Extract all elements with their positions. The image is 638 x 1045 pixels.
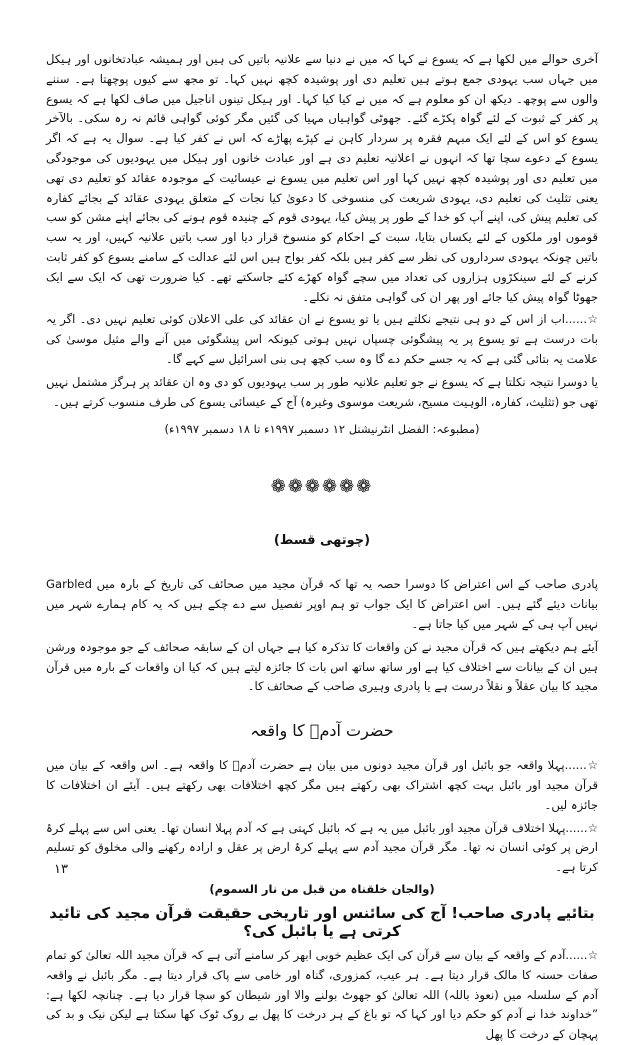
article-body (46, 50, 598, 1045)
ornament-divider: ❁❁❁❁❁❁ (270, 476, 374, 498)
arabic-quote: (والجان خلقناہ من قبل من نار السموم) (209, 881, 435, 896)
installment-title: (چوتھی قسط) (273, 533, 371, 549)
paragraph: ☆......پہلا اختلاف قرآن مجید اور بائبل میں یہ ہے کہ بائبل کہتی ہے کہ آدم پہلا انسان تھا۔ یعنی اس سے پہلے کرۂ ارض پر کوئی انسان نہ تھا۔ مگر قرآن مجید آدم سے پہلے کرۂ ارض پر عقل و ارادہ رکھنے والی مخلوق کو تسلیم کرتا ہے۔ (46, 820, 598, 875)
section-heading: حضرت آدمؑ کا واقعہ (250, 721, 394, 741)
paragraph: آیئے ہم دیکھتے ہیں کہ قرآن مجید نے کن واقعات کا تذکرہ کیا ہے جہاں ان کے سابقہ صحائف کے جو موجودہ ورشن ہیں ان کے بیانات سے اختلاف کیا ہے اور ساتھ ساتھ اس بات کا جائزہ لیتے ہیں کہ کیا ان واقعات کے بارہ میں قرآن مجید کا بیان عقلاً و نقلاً درست ہے یا پادری وہیری صاحب کے صحائف کا۔ (46, 639, 598, 694)
page-number: ۱۳ (54, 862, 68, 877)
paragraph: یا دوسرا نتیجہ نکلتا ہے کہ یسوع نے جو تعلیم علانیہ طور پر سب یہودیوں کو دی وہ ان عقائد پر ہرگز مشتمل نہیں تھی جو (تثلیث، کفارہ، الوہیت مسیح، شریعت موسوی وغیرہ) آج کے عیسائی یسوع کی طرف منسوب کرتے ہیں۔ (46, 374, 598, 409)
paragraph: ☆......پہلا واقعہ جو بائبل اور قرآن مجید دونوں میں بیان ہے حضرت آدمؑ کا واقعہ ہے۔ اس واقعہ کے بیان میں قرآن مجید اور بائبل بہت کچھ اشتراک بھی رکھتے ہیں مگر کچھ اختلافات بھی رکھتے ہیں۔ آیئے ان اختلافات کا جائزہ لیں۔ (46, 758, 598, 812)
paragraph: پادری صاحب کے اس اعتراض کا دوسرا حصہ یہ تھا کہ قرآن مجید میں صحائف کی تاریخ کے بارہ میں Garbled بیانات دیئے گئے ہیں۔ اس اعتراض کا ایک جواب تو ہم اوپر تفصیل سے دے چکے ہیں کہ یہ کام ہمارے شہر میں نہیں آپ ہی کے شہر میں کیا جاتا ہے۔ (46, 577, 598, 631)
paragraph: ☆......اب از اس کے دو ہی نتیجے نکلتے ہیں یا تو یسوع نے ان عقائد کی علی الاعلان کوئی تعلیم نہیں دی۔ اگر یہ بات درست ہے تو یسوع پر یہ پیشگوئی چسپاں نہیں ہوتی کیونکہ اس پیشگوئی میں آنے والے مثیل موسیٰ کی علامت یہ بتائی گئی ہے کہ یہ جسے حکم دے گا وہ سب کچھ ہی بنی اسرائیل سے کہے گا۔ (46, 312, 598, 366)
publication-note: (مطبوعہ: الفضل انٹرنیشنل ۱۲ دسمبر ۱۹۹۷ء تا ۱۸ دسمبر ۱۹۹۷ء) (164, 422, 480, 437)
question-heading: بتائیے پادری صاحب! آج کی سائنس اور تاریخی حقیقت قرآن مجید کی تائید کرتی ہے یا بائبل کی؟ (49, 903, 595, 940)
paragraph: آخری حوالے میں لکھا ہے کہ یسوع نے کہا کہ میں نے دنیا سے علانیہ باتیں کی ہیں اور ہمیشہ عبادتخانوں اور ہیکل میں جہاں سب یہودی جمع ہوتے ہیں تعلیم دی اور پوشیدہ کچھ نہیں کہا۔ تو مجھ سے کیوں پوچھتا ہے۔ سننے والوں سے پوچھ۔ دیکھ ان کو معلوم ہے کہ میں نے کیا کیا کہا۔ اور ہیکل تینوں اناجیل میں صاف لکھا ہے کہ یسوع پر کفر کے ثبوت کے لئے گواہ پکڑے گئے۔ جھوٹی گواہیاں مہیا کی گئیں مگر کوئی گواہی قائم نہ رہ سکی۔ بالآخر یسوع کو اس کے لئے ایک مبہم فقرہ پر سردار کاہن نے کپڑے پھاڑے کہ اس نے کفر کیا ہے۔ سوال یہ ہے کہ اگر یسوع کے دعوے سچا تھا کہ انہوں نے اعلانیہ تعلیم دی ہے اور عبادت خانوں اور ہیکل میں یہودیوں کی موجودگی میں تعلیم دی اور پوشیدہ کچھ نہیں کہا اور اس تعلیم میں یسوع نے عیسائیت کے موجودہ عقائد کو تعلیم دی تھی یعنی تثلیث کی تعلیم دی، یہودی شریعت کی منسوخی کا دعویٰ کیا نجات کے متعلق یہودی عقائد کے بجائے کفارہ کی تعلیم پیش کی، اپنے آپ کو خدا کے طور پر پیش کیا، یہودی قوم کے چنیدہ قوم ہونے کی بجائے اپنے مشن کو سب قوموں اور ملکوں کے لئے یکساں بتایا، سبت کے احکام کو منسوخ قرار دیا اور سب باتیں علانیہ کہیں، اور یہ سب باتیں چونکہ یہودی سرداروں کی نظر سے کفر ہیں بلکہ کفر بواح ہیں اس لئے عدالت کے سامنے یسوع کو کفر ثابت کرنے کے لئے سینکڑوں ہزاروں کی تعداد میں سچے گواہ کھڑے کئے جاسکتے تھے۔ کیا ضرورت تھی کہ ایک سے ایک جھوٹا گواہ پیش کیا جائے اور پھر ان کی گواہی متفق نہ نکلے۔ (46, 52, 598, 304)
paragraph: ☆......آدم کے واقعہ کے بیان سے قرآن کی ایک عظیم خوبی ابھر کر سامنے آتی ہے کہ قرآن مجید اللہ تعالیٰ کو تمام صفات حسنہ کا مالک قرار دیتا ہے۔ ہر عیب، کمزوری، گناہ اور خامی سے پاک قرار دیتا ہے۔ مگر بائبل نے واقعہ آدم کے سلسلہ میں (نعوذ باللہ) اللہ تعالیٰ کو جھوٹ بولنے والا اور شیطان کو سچا قرار دیا ہے۔ چنانچہ لکھا ہے: ”خداوند خدا نے آدم کو حکم دیا اور کہا کہ تو باغ کے ہر درخت کا پھل بے روک ٹوک کھا سکتا ہے لیکن نیک و بد کی پہچان کے درخت کا پھل (46, 947, 598, 1042)
